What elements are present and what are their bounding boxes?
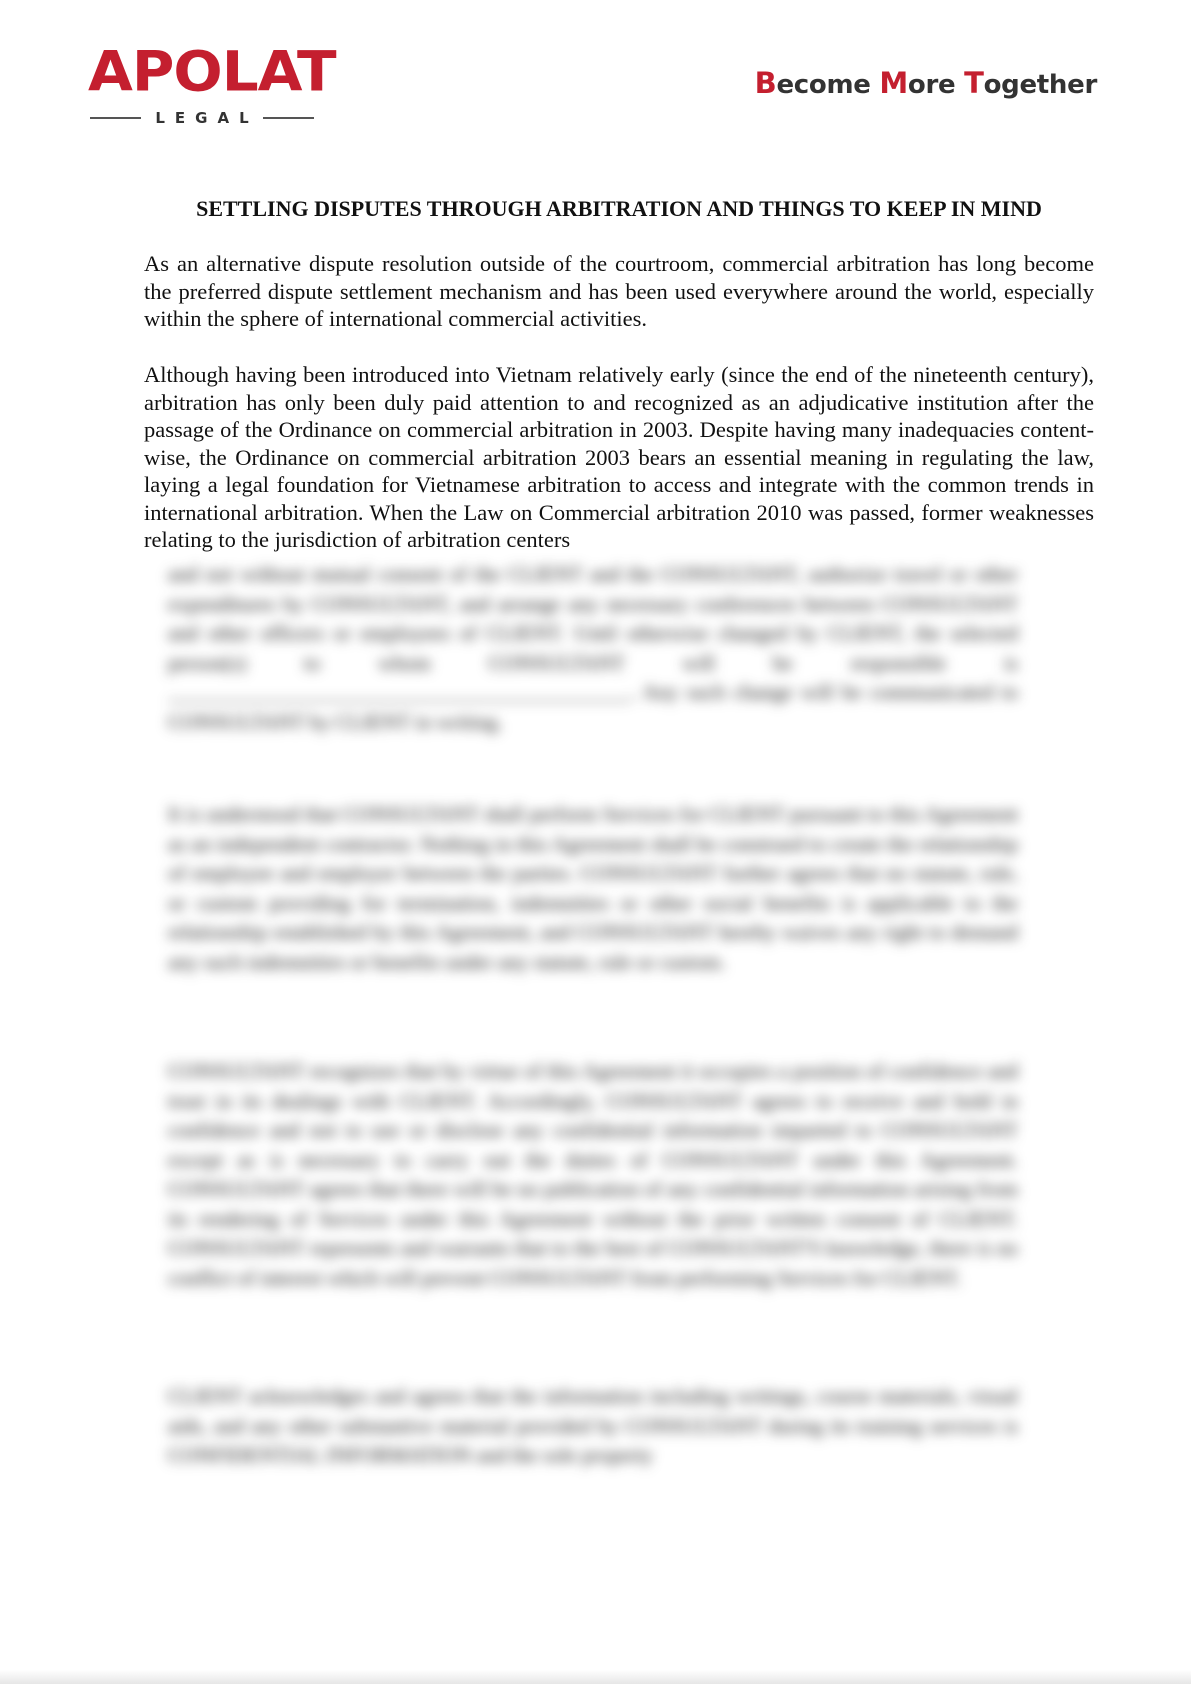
logo-rule-left [90,117,141,119]
tagline-word-1: ecome [776,70,871,100]
page-bottom-edge [0,1670,1191,1684]
tagline-word-2: ore [907,70,956,100]
blurred-paragraph: and not without mutual consent of the CLIENT and the CONSULTANT, authorize travel or other expenditures by CONSULTANT, and arrange any necessary conferences between CONSULTANT and other officers or employees of CLIENT. Until otherwise changed by CLIENT, the selected person(s) to whom CONSULTANT will be responsible is ____________________________________________. Any such change will be communicated to CONSULTANT by CLIENT in writing. [168,562,1018,734]
tagline-cap-2: M [879,66,908,100]
paragraph-history: Although having been introduced into Vietnam relatively early (since the end of the nineteenth century), arbitration has only been duly paid attention to and recognized as an adjudicative institution after the passage of the Ordinance on commercial arbitration in 2003. Despite having many inadequacies content-wise, the Ordinance on commercial arbitration 2003 bears an essential meaning in regulating the law, laying a legal foundation for Vietnamese arbitration to access and integrate with the common trends in international arbitration. When the Law on Commercial arbitration 2010 was passed, former weaknesses relating to the jurisdiction of arbitration centers [144,362,1094,552]
blurred-paragraph: CONSULTANT recognizes that by virtue of this Agreement it occupies a position of confidence and trust in its dealings with CLIENT. Accordingly, CONSULTANT agrees to receive and hold in confidence and not to use or disclose any confidential information imparted to CONSULTANT except as is necessary to carry out the duties of CONSULTANT under this Agreement. CONSULTANT agrees that there will be no publication of any confidential information arising from its rendering of Services under this Agreement without the prior written consent of CLIENT. CONSULTANT represents and warrants that to the best of CONSULTANT'S knowledge, there is no conflict of interest which will prevent CONSULTANT from performing Services for CLIENT. [168,1059,1018,1290]
logo-subtitle: LEGAL [155,109,259,127]
tagline [755,66,1097,100]
logo-rule-right [263,117,314,119]
blurred-paragraph: It is understood that CONSULTANT shall perform Services for CLIENT pursuant to this Agreement as an independent contractor. Nothing in this Agreement shall be construed to create the relationship of employee and employer between the parties. CONSULTANT further agrees that no statute, rule, or custom providing for termination, indemnities or other social benefits is applicable to the relationship established by this Agreement, and CONSULTANT hereby waives any right to demand any such indemnities or benefits under any statute, rule or custom. [168,802,1018,974]
tagline-word-3: ogether [983,70,1097,100]
blurred-paragraph: CLIENT acknowledges and agrees that the information including writings, course materials, visual aids, and any other substantive material provided by CONSULTANT during its training services is CONFIDENTIAL INFORMATION and the sole property [168,1384,1018,1467]
document-title: SETTLING DISPUTES THROUGH ARBITRATION AND THINGS TO KEEP IN MIND [196,196,1042,221]
apolat-legal-logo [88,39,336,127]
logo-wordmark: APOLAT [88,39,336,104]
paragraph-intro: As an alternative dispute resolution outside of the courtroom, commercial arbitration has long become the preferred dispute settlement mechanism and has been used everywhere around the world, especially within the sphere of international commercial activities. [144,251,1094,331]
logo-subtitle-row [90,108,314,128]
tagline-cap-1: B [754,66,777,100]
blurred-preview-region [160,560,1020,1500]
tagline-cap-3: T [964,66,984,100]
